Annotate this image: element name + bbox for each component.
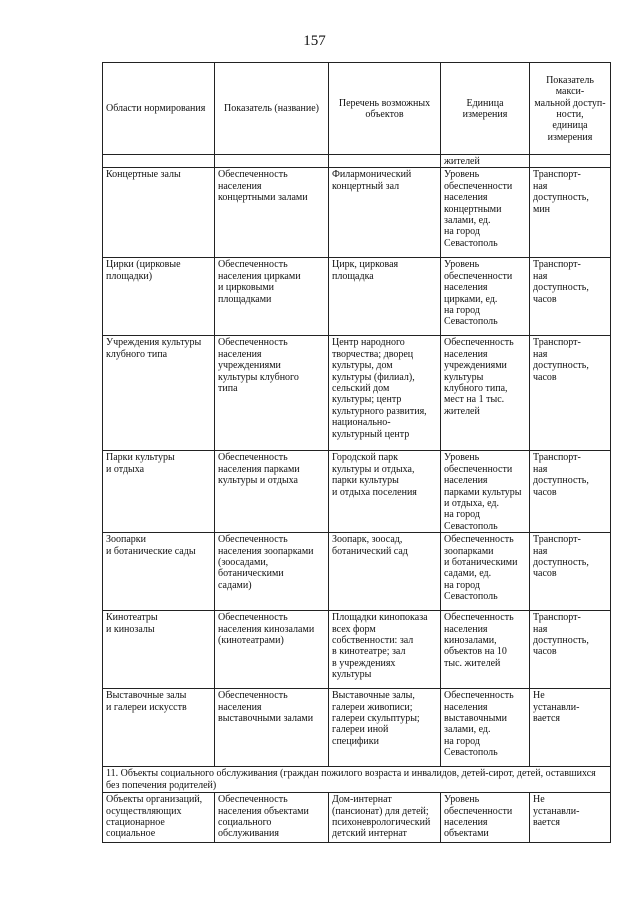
table-cell: Транспорт- ная доступность, часов — [530, 451, 611, 533]
table-cell: Обеспеченность населения выставочными залами, ед. на город Севастополь — [441, 689, 530, 767]
table-cell — [530, 155, 611, 168]
table-cell: Площадки кинопоказа всех форм собственности: зал в кинотеатре; зал в учреждениях культуры — [329, 611, 441, 689]
table-cell: Обеспеченность населения объектами социального обслуживания — [215, 793, 329, 843]
table-cell: Транспорт- ная доступность, часов — [530, 611, 611, 689]
table-cell — [215, 155, 329, 168]
table-row — [103, 533, 611, 611]
section-row — [103, 767, 611, 793]
header-row — [103, 63, 611, 155]
table-cell: Не устанавли- вается — [530, 689, 611, 767]
header-unit: Единица измерения — [441, 63, 530, 155]
table-row — [103, 336, 611, 451]
header-objects: Перечень возможных объектов — [329, 63, 441, 155]
table-cell: Выставочные залы, галереи живописи; галереи скульптуры; галереи иной специфики — [329, 689, 441, 767]
table-row — [103, 689, 611, 767]
table-cell: Обеспеченность зоопарками и ботаническими садами, ед. на город Севастополь — [441, 533, 530, 611]
table-row — [103, 793, 611, 843]
table-cell: Уровень обеспеченности населения цирками, ед. на город Севастополь — [441, 258, 530, 336]
table-cell: Объекты организаций, осуществляющих стационарное социальное — [103, 793, 215, 843]
header-area: Области нормирования — [103, 63, 215, 155]
table-cell: Цирки (цирковые площадки) — [103, 258, 215, 336]
table-cell: Обеспеченность населения зоопарками (зоосадами, ботаническими садами) — [215, 533, 329, 611]
table-cell: Выставочные залы и галереи искусств — [103, 689, 215, 767]
table-cell: Обеспеченность населения выставочными залами — [215, 689, 329, 767]
table-cell: Центр народного творчества; дворец культуры, дом культуры (филиал), сельский дом культуры; центр культурного развития, национально- культурный центр — [329, 336, 441, 451]
table-cell: Цирк, цирковая площадка — [329, 258, 441, 336]
table-cell: Транспорт- ная доступность, мин — [530, 168, 611, 258]
table-row — [103, 451, 611, 533]
table-cell: Зоопарк, зоосад, ботанический сад — [329, 533, 441, 611]
table-row — [103, 258, 611, 336]
table-cell: Обеспеченность населения концертными залами — [215, 168, 329, 258]
table-cell: Обеспеченность населения учреждениями культуры клубного типа, мест на 1 тыс. жителей — [441, 336, 530, 451]
table-cell: Транспорт- ная доступность, часов — [530, 533, 611, 611]
table-cell: Обеспеченность населения парками культуры и отдыха — [215, 451, 329, 533]
header-indicator: Показатель (название) — [215, 63, 329, 155]
norm-table — [102, 62, 611, 843]
table-cell: Уровень обеспеченности населения парками культуры и отдыха, ед. на город Севастополь — [441, 451, 530, 533]
table-cell — [103, 155, 215, 168]
table-cell: Концертные залы — [103, 168, 215, 258]
table-cell: Обеспеченность населения кинозалами, объектов на 10 тыс. жителей — [441, 611, 530, 689]
section-title: 11. Объекты социального обслуживания (граждан пожилого возраста и инвалидов, детей-сирот, детей, оставшихся без попечения родителей) — [103, 767, 611, 793]
table-cell: Городской парк культуры и отдыха, парки культуры и отдыха поселения — [329, 451, 441, 533]
table-cell: Транспорт- ная доступность, часов — [530, 336, 611, 451]
table-cell: жителей — [441, 155, 530, 168]
table-cell: Обеспеченность населения учреждениями культуры клубного типа — [215, 336, 329, 451]
continuation-row — [103, 155, 611, 168]
table-cell: Учреждения культуры клубного типа — [103, 336, 215, 451]
table-cell: Зоопарки и ботанические сады — [103, 533, 215, 611]
table-row — [103, 168, 611, 258]
table-cell: Транспорт- ная доступность, часов — [530, 258, 611, 336]
table-cell: Уровень обеспеченности населения объектами — [441, 793, 530, 843]
header-accessibility: Показатель макси- мальной доступ- ности, единица измерения — [530, 63, 611, 155]
table-cell: Филармонический концертный зал — [329, 168, 441, 258]
table-cell: Парки культуры и отдыха — [103, 451, 215, 533]
table-cell: Не устанавли- вается — [530, 793, 611, 843]
table-row — [103, 611, 611, 689]
table-cell: Обеспеченность населения цирками и цирковыми площадками — [215, 258, 329, 336]
table-cell: Обеспеченность населения кинозалами (кинотеатрами) — [215, 611, 329, 689]
table-cell — [329, 155, 441, 168]
table-cell: Дом-интернат (пансионат) для детей; психоневрологический детский интернат — [329, 793, 441, 843]
table-cell: Уровень обеспеченности населения концертными залами, ед. на город Севастополь — [441, 168, 530, 258]
table-cell: Кинотеатры и кинозалы — [103, 611, 215, 689]
page-number: 157 — [303, 33, 326, 49]
